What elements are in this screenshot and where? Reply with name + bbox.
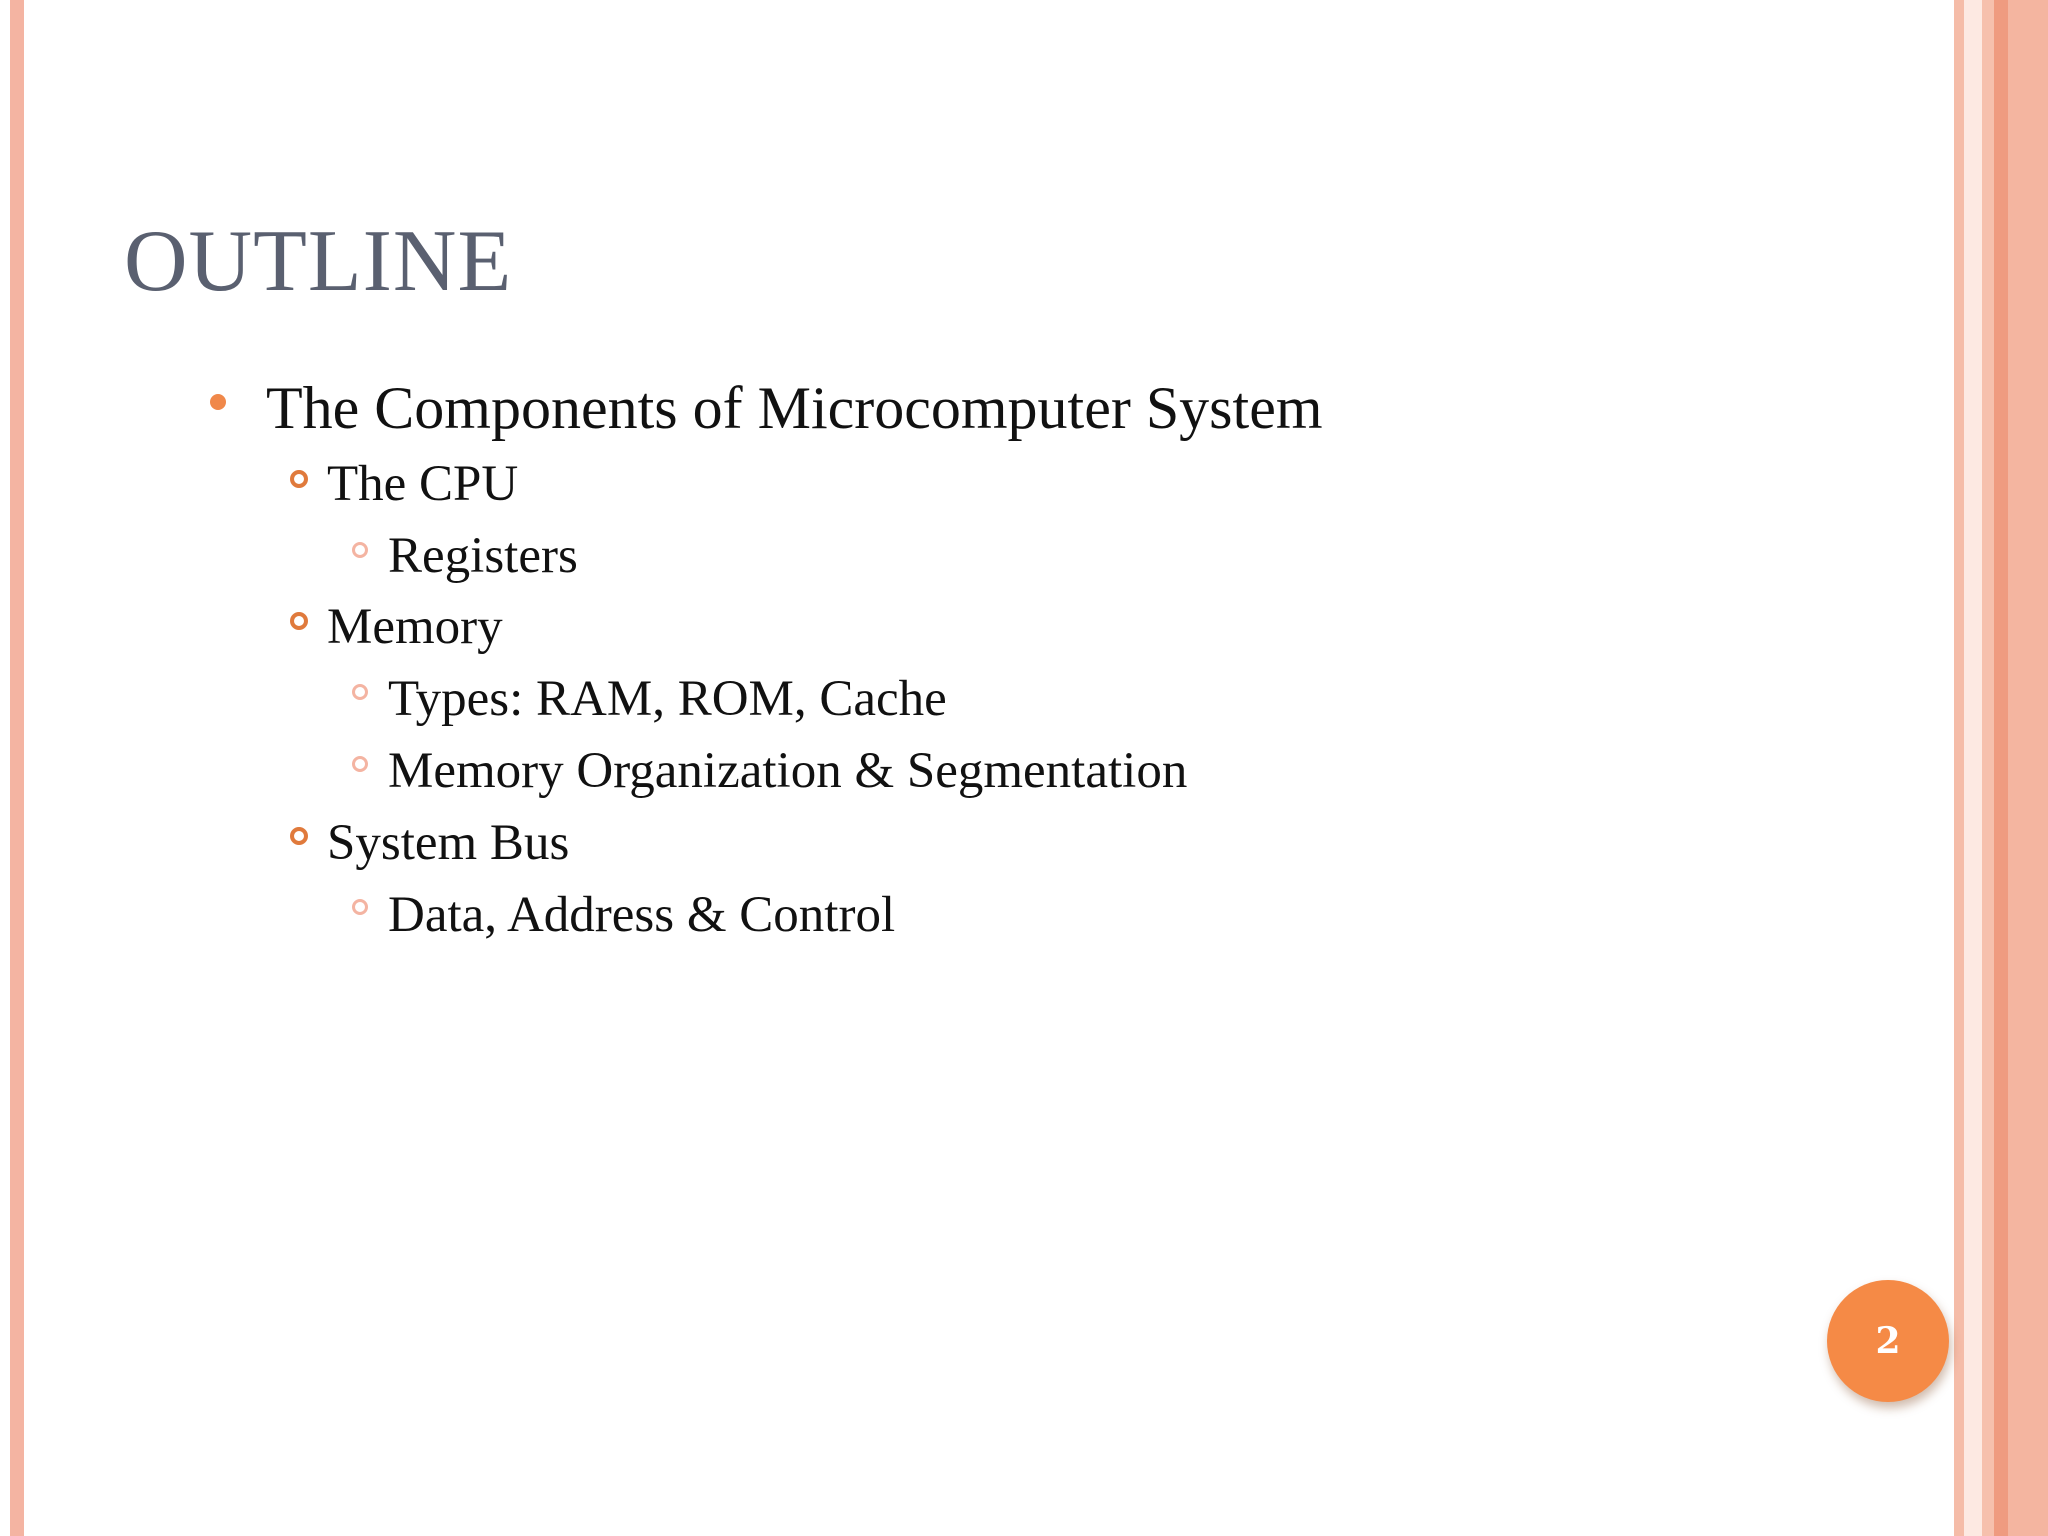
outline-item-level1: The Components of Microcomputer System	[266, 375, 1323, 441]
outline-item-memory-types: Types: RAM, ROM, Cache	[388, 671, 947, 727]
right-decorative-stripe	[1954, 0, 1964, 1536]
outline-item-memory-organization: Memory Organization & Segmentation	[388, 743, 1188, 799]
bullet-ring-light-icon	[352, 899, 368, 915]
bullet-ring-light-icon	[352, 542, 368, 558]
right-decorative-stripe	[1994, 0, 2008, 1536]
bullet-ring-icon	[290, 612, 308, 630]
slide-title: OUTLINE	[124, 213, 513, 310]
bullet-ring-light-icon	[352, 756, 368, 772]
outline-item-registers: Registers	[388, 528, 578, 584]
right-decorative-stripe	[1964, 0, 1982, 1536]
right-decorative-stripe	[2008, 0, 2048, 1536]
outline-item-bus-lines: Data, Address & Control	[388, 887, 896, 943]
bullet-dot-icon	[210, 394, 226, 410]
bullet-ring-icon	[290, 470, 308, 488]
bullet-ring-light-icon	[352, 684, 368, 700]
page-number-badge: 2	[1827, 1280, 1949, 1402]
outline-item-cpu: The CPU	[327, 456, 519, 512]
outline-item-system-bus: System Bus	[327, 815, 570, 871]
left-border-stripe	[10, 0, 24, 1536]
outline-item-memory: Memory	[327, 599, 503, 655]
bullet-ring-icon	[290, 827, 308, 845]
right-decorative-stripe	[1982, 0, 1994, 1536]
